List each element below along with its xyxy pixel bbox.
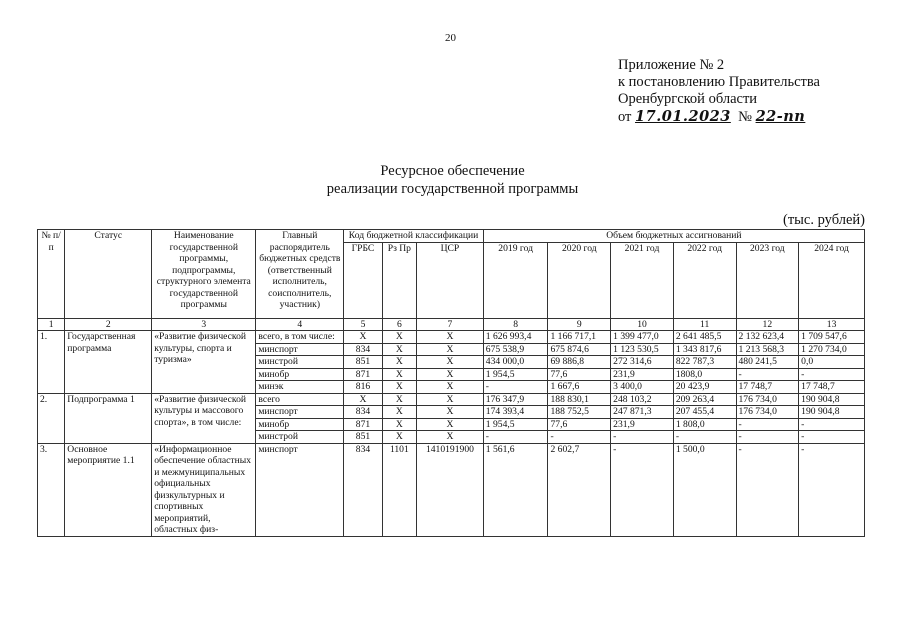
header-name: Наименование государственной программы, подпрограммы, структурного элемента государственной программы — [152, 230, 256, 319]
row-status: Государственная программа — [65, 331, 152, 394]
row-status: Основное мероприятие 1.1 — [65, 443, 152, 536]
column-number: 7 — [417, 318, 484, 331]
appendix-line-2: к постановлению Правительства — [618, 74, 820, 90]
row-value: 17 748,7 — [799, 381, 865, 394]
row-value: 2 641 485,5 — [673, 331, 736, 344]
handwritten-number: 22-пп — [755, 108, 806, 125]
appendix-block — [618, 57, 820, 126]
row-value: 248 103,2 — [611, 393, 674, 406]
row-value: - — [736, 431, 799, 444]
row-value: - — [483, 381, 548, 394]
from-label: от — [618, 109, 632, 125]
row-value: 1 667,6 — [548, 381, 611, 394]
row-csr: Х — [417, 343, 484, 356]
column-number: 4 — [256, 318, 344, 331]
row-grbs: 816 — [344, 381, 382, 394]
row-value: 2 132 623,4 — [736, 331, 799, 344]
row-csr: Х — [417, 431, 484, 444]
header-rzpr: Рз Пр — [382, 242, 416, 318]
row-value: - — [799, 443, 865, 536]
row-value: 1 954,5 — [483, 368, 548, 381]
row-value: 17 748,7 — [736, 381, 799, 394]
column-number: 13 — [799, 318, 865, 331]
header-num: № п/п — [38, 230, 65, 319]
row-manager: минспорт — [256, 406, 344, 419]
row-value: 231,9 — [611, 368, 674, 381]
appendix-date-line — [618, 108, 820, 126]
row-value: 1 343 817,6 — [673, 343, 736, 356]
row-value: 69 886,8 — [548, 356, 611, 369]
row-value: 209 263,4 — [673, 393, 736, 406]
title-line-2: реализации государственной программы — [326, 181, 579, 197]
row-grbs: 834 — [344, 406, 382, 419]
row-value: - — [673, 431, 736, 444]
row-grbs: 834 — [344, 343, 382, 356]
row-value: 207 455,4 — [673, 406, 736, 419]
row-value: 1 626 993,4 — [483, 331, 548, 344]
row-value: - — [736, 443, 799, 536]
row-value: 434 000,0 — [483, 356, 548, 369]
resource-table — [37, 229, 865, 537]
header-2021: 2021 год — [611, 242, 674, 318]
column-number: 2 — [65, 318, 152, 331]
row-value: 822 787,3 — [673, 356, 736, 369]
row-value: 188 752,5 — [548, 406, 611, 419]
row-grbs: 871 — [344, 368, 382, 381]
row-value: 1 808,0 — [673, 418, 736, 431]
row-manager: минспорт — [256, 343, 344, 356]
row-rzpr: Х — [382, 331, 416, 344]
row-value: 1 166 717,1 — [548, 331, 611, 344]
row-value: 1 709 547,6 — [799, 331, 865, 344]
column-number: 3 — [152, 318, 256, 331]
row-rzpr: 1101 — [382, 443, 416, 536]
row-value: 231,9 — [611, 418, 674, 431]
row-rzpr: Х — [382, 431, 416, 444]
header-manager: Главный распорядитель бюджетных средств (ответственный исполнитель, соисполнитель, участник) — [256, 230, 344, 319]
column-number: 8 — [483, 318, 548, 331]
row-number: 2. — [38, 393, 65, 443]
row-value: - — [799, 368, 865, 381]
row-manager: минспорт — [256, 443, 344, 536]
row-value: 675 874,6 — [548, 343, 611, 356]
row-csr: Х — [417, 356, 484, 369]
row-grbs: Х — [344, 331, 382, 344]
row-value: 188 830,1 — [548, 393, 611, 406]
appendix-line-1: Приложение № 2 — [618, 57, 725, 73]
row-rzpr: Х — [382, 406, 416, 419]
header-status: Статус — [65, 230, 152, 319]
column-number: 6 — [382, 318, 416, 331]
row-manager: минобр — [256, 368, 344, 381]
row-value: 0,0 — [799, 356, 865, 369]
row-csr: Х — [417, 393, 484, 406]
row-value: - — [736, 368, 799, 381]
row-manager: минстрой — [256, 431, 344, 444]
row-value: 1 399 477,0 — [611, 331, 674, 344]
units-label: (тыс. рублей) — [783, 212, 865, 228]
row-value: - — [799, 431, 865, 444]
handwritten-date: 17.01.2023 — [635, 108, 731, 125]
table-row — [38, 443, 865, 536]
row-csr: Х — [417, 381, 484, 394]
column-number: 10 — [611, 318, 674, 331]
row-value: 1 270 734,0 — [799, 343, 865, 356]
table-row — [38, 331, 865, 344]
row-rzpr: Х — [382, 418, 416, 431]
row-name: «Развитие физической культуры и массового спорта», в том числе: — [152, 393, 256, 443]
row-rzpr: Х — [382, 343, 416, 356]
column-number-row — [38, 318, 865, 331]
row-value: - — [611, 443, 674, 536]
row-grbs: Х — [344, 393, 382, 406]
row-value: 176 734,0 — [736, 406, 799, 419]
header-csr: ЦСР — [417, 242, 484, 318]
row-value: 190 904,8 — [799, 393, 865, 406]
row-value: 1808,0 — [673, 368, 736, 381]
row-value: 1 123 530,5 — [611, 343, 674, 356]
row-manager: минобр — [256, 418, 344, 431]
row-manager: минстрой — [256, 356, 344, 369]
document-title — [250, 162, 655, 198]
row-number: 3. — [38, 443, 65, 536]
header-row-1 — [38, 230, 865, 243]
row-name: «Информационное обеспечение областных и межмуниципальных официальных физкультурных и спортивных мероприятий, областных физ- — [152, 443, 256, 536]
row-grbs: 851 — [344, 431, 382, 444]
row-rzpr: Х — [382, 356, 416, 369]
row-value: 480 241,5 — [736, 356, 799, 369]
appendix-line-3: Оренбургской области — [618, 91, 758, 107]
column-number: 9 — [548, 318, 611, 331]
row-value: 174 393,4 — [483, 406, 548, 419]
header-2022: 2022 год — [673, 242, 736, 318]
row-rzpr: Х — [382, 393, 416, 406]
row-value: 247 871,3 — [611, 406, 674, 419]
column-number: 12 — [736, 318, 799, 331]
number-label: № — [738, 109, 752, 125]
row-value: - — [736, 418, 799, 431]
row-manager: всего, в том числе: — [256, 331, 344, 344]
row-value: - — [799, 418, 865, 431]
column-number: 1 — [38, 318, 65, 331]
header-volume-group: Объем бюджетных ассигнований — [483, 230, 864, 243]
row-csr: Х — [417, 418, 484, 431]
row-value: 272 314,6 — [611, 356, 674, 369]
row-csr: Х — [417, 368, 484, 381]
row-csr: 1410191900 — [417, 443, 484, 536]
row-value: 1 954,5 — [483, 418, 548, 431]
row-value: 176 734,0 — [736, 393, 799, 406]
page-number: 20 — [445, 32, 456, 44]
row-value: - — [483, 431, 548, 444]
row-grbs: 834 — [344, 443, 382, 536]
header-2020: 2020 год — [548, 242, 611, 318]
row-csr: Х — [417, 331, 484, 344]
row-value: 20 423,9 — [673, 381, 736, 394]
row-number: 1. — [38, 331, 65, 394]
row-value: 1 561,6 — [483, 443, 548, 536]
column-number: 5 — [344, 318, 382, 331]
row-value: 1 500,0 — [673, 443, 736, 536]
row-csr: Х — [417, 406, 484, 419]
row-value: 190 904,8 — [799, 406, 865, 419]
row-manager: минэк — [256, 381, 344, 394]
table-row — [38, 393, 865, 406]
row-value: - — [611, 431, 674, 444]
row-value: 77,6 — [548, 418, 611, 431]
row-name: «Развитие физической культуры, спорта и туризма» — [152, 331, 256, 394]
column-number: 11 — [673, 318, 736, 331]
row-value: - — [548, 431, 611, 444]
header-2023: 2023 год — [736, 242, 799, 318]
row-grbs: 851 — [344, 356, 382, 369]
header-grbs: ГРБС — [344, 242, 382, 318]
row-value: 77,6 — [548, 368, 611, 381]
row-rzpr: Х — [382, 368, 416, 381]
row-grbs: 871 — [344, 418, 382, 431]
row-value: 3 400,0 — [611, 381, 674, 394]
row-value: 176 347,9 — [483, 393, 548, 406]
row-rzpr: Х — [382, 381, 416, 394]
row-manager: всего — [256, 393, 344, 406]
row-value: 1 213 568,3 — [736, 343, 799, 356]
row-value: 675 538,9 — [483, 343, 548, 356]
title-line-1: Ресурсное обеспечение — [380, 163, 525, 179]
header-2019: 2019 год — [483, 242, 548, 318]
row-value: 2 602,7 — [548, 443, 611, 536]
header-2024: 2024 год — [799, 242, 865, 318]
row-status: Подпрограмма 1 — [65, 393, 152, 443]
header-code-group: Код бюджетной классификации — [344, 230, 484, 243]
